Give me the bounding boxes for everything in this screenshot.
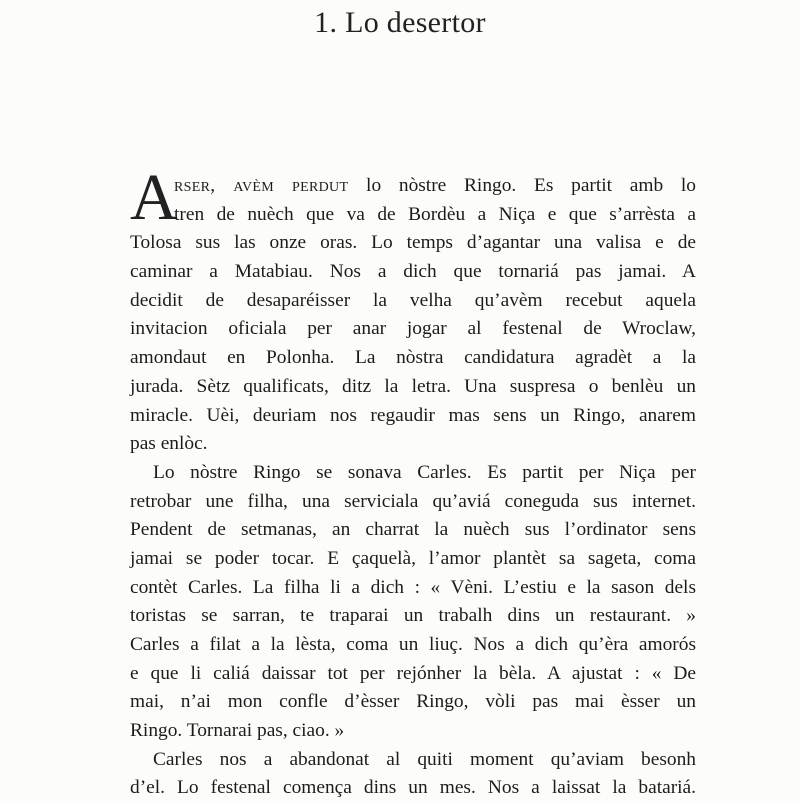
text-line: Carles a filat a la lèsta, coma un liuç. Nos a dich qu’èra amorós bbox=[130, 634, 696, 655]
text-line: pas enlòc. bbox=[130, 433, 208, 455]
drop-cap: A bbox=[130, 161, 178, 234]
text-line: Carles nos a abandonat al quiti moment qu’aviam besonh bbox=[153, 748, 696, 770]
text-line bbox=[130, 172, 696, 201]
text-line: contèt Carles. La filha li a dich : « Vèni. L’estiu e la sason dels bbox=[130, 576, 696, 598]
text-line: Lo nòstre Ringo se sonava Carles. Es partit per Niça per bbox=[153, 461, 696, 483]
text-line: mai, n’ai mon confle d’èsser Ringo, vòli pas mai èsser un bbox=[130, 691, 696, 713]
text-line: invitacion oficiala per anar jogar al festenal de Wroclaw, bbox=[130, 318, 696, 340]
chapter-title: 1. Lo desertor bbox=[314, 6, 486, 39]
text-line: miracle. Uèi, deuriam nos regaudir mas sens un Ringo, anarem bbox=[130, 404, 696, 426]
text-line: amondaut en Polonha. La nòstra candidatura agradèt a la bbox=[130, 347, 696, 369]
text-line: jurada. Sètz qualificats, ditz la letra. Una suspresa o benlèu un bbox=[130, 375, 696, 397]
text-line: toristas se sarran, te traparai un trabalh dins un restaurant. » bbox=[130, 605, 696, 627]
chapter-body bbox=[130, 161, 696, 803]
text-line: Tolosa sus las onze oras. Lo temps d’agantar una valisa e de bbox=[130, 232, 696, 254]
text-line: Pendent de setmanas, an charrat la nuèch sus l’ordinator sens bbox=[130, 519, 696, 541]
text-line: jamai se poder tocar. E çaquelà, l’amor plantèt sa sageta, coma bbox=[130, 547, 696, 569]
line-text: lo nòstre Ringo. Es partit amb lo bbox=[348, 175, 696, 196]
text-line: d’el. Lo festenal comença dins un mes. Nos a laissat la batariá. bbox=[130, 777, 696, 799]
text-line: Ringo. Tornarai pas, ciao. » bbox=[130, 720, 345, 742]
opening-smallcaps: rser, avèm perdut bbox=[174, 175, 349, 196]
text-line: decidit de desaparéisser la velha qu’avèm recebut aquela bbox=[130, 289, 696, 311]
text-line: tren de nuèch que va de Bordèu a Niça e que s’arrèsta a bbox=[174, 203, 696, 225]
text-line: retrobar une filha, una serviciala qu’aviá coneguda sus internet. bbox=[130, 490, 696, 512]
text-line: e que li caliá daissar tot per rejónher la bèla. A ajustat : « De bbox=[130, 662, 696, 684]
text-line: caminar a Matabiau. Nos a dich que tornariá pas jamai. A bbox=[130, 261, 696, 283]
